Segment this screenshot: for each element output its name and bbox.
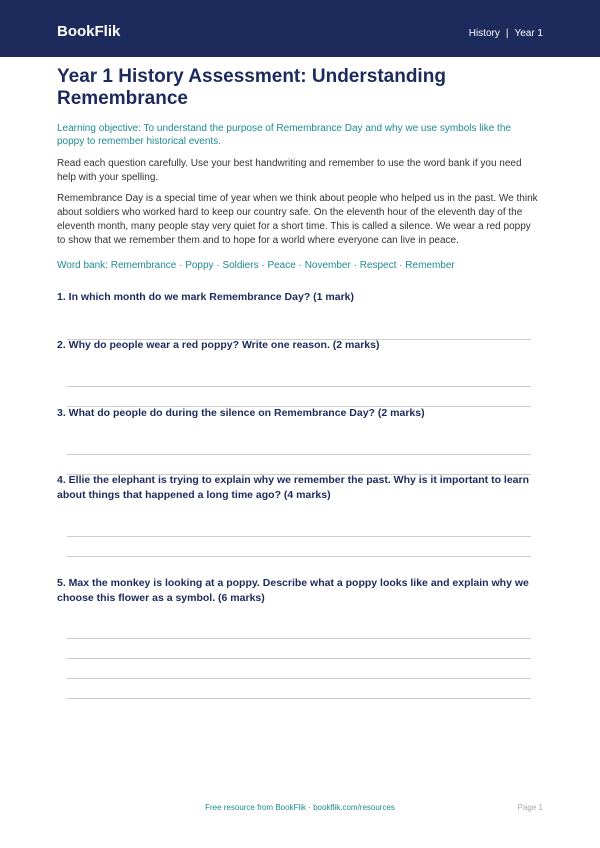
question-1: 1. In which month do we mark Remembrance Day? (1 mark) [57, 291, 354, 303]
page-title: Year 1 History Assessment: Understanding Remembrance [57, 66, 446, 109]
question-5: 5. Max the monkey is looking at a poppy. Describe what a poppy looks like and explain why we choose this flower as a symbol. (6 marks) [57, 577, 529, 604]
answer-line[interactable] [67, 386, 531, 387]
answer-line[interactable] [67, 536, 531, 537]
top-bar [0, 0, 600, 57]
question-2: 2. Why do people wear a red poppy? Write one reason. (2 marks) [57, 339, 380, 351]
passage-text: Remembrance Day is a special time of year when we think about people who helped us in the past. We think about soldiers who worked hard to keep our country safe. On the eleventh hour of the eleventh day of the eleventh month, many people stay very quiet for a short time. This is called a silence. We wear a red poppy to show that we remember them and to hope for a world where everyone can live in peace. [57, 193, 538, 246]
breadcrumb-separator: | [505, 28, 509, 39]
learning-objective: Learning objective: To understand the purpose of Remembrance Day and why we use symbols like the poppy to remember historical events. [57, 123, 511, 147]
answer-line[interactable] [67, 556, 531, 557]
footer-credit[interactable]: Free resource from BookFlik · bookflik.com/resources [205, 803, 395, 812]
question-3: 3. What do people do during the silence on Remembrance Day? (2 marks) [57, 407, 425, 419]
answer-line[interactable] [67, 678, 531, 679]
answer-line[interactable] [67, 658, 531, 659]
breadcrumb-subject[interactable]: History [468, 28, 500, 39]
answer-line[interactable] [67, 454, 531, 455]
answer-line[interactable] [67, 698, 531, 699]
answer-line[interactable] [67, 638, 531, 639]
question-4: 4. Ellie the elephant is trying to explain why we remember the past. Why is it important to learn about things that happened a long time ago? (4 marks) [57, 474, 530, 501]
breadcrumb [469, 27, 543, 41]
brand-logo[interactable]: BookFlik [57, 23, 121, 40]
word-bank: Word bank: Remembrance · Poppy · Soldiers · Peace · November · Respect · Remember [57, 260, 455, 271]
breadcrumb-year[interactable]: Year 1 [514, 28, 543, 39]
page-number: Page 1 [517, 803, 543, 812]
instructions-text: Read each question carefully. Use your best handwriting and remember to use the word bank if you need help with your spelling. [57, 158, 522, 183]
